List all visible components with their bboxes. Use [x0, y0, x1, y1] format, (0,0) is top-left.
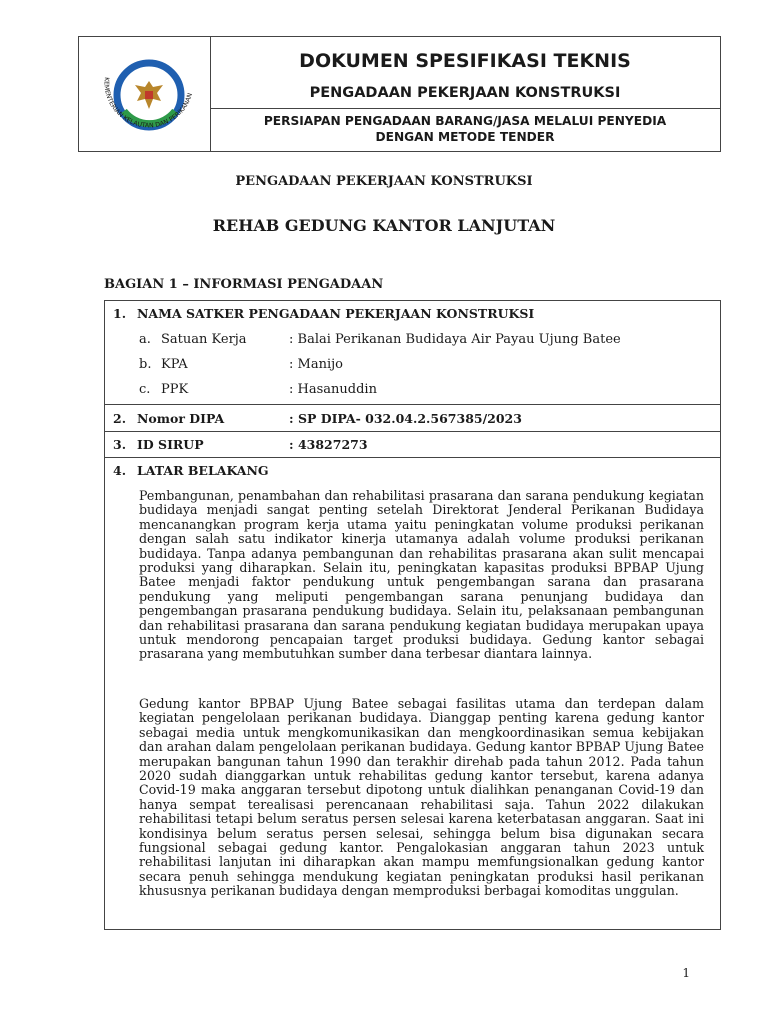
- row-divider: [105, 404, 720, 405]
- sub-item-label: PPK: [161, 382, 189, 397]
- row-label: Nomor DIPA: [137, 411, 225, 426]
- dipa-number-value: : SP DIPA- 032.04.2.567385/2023: [289, 411, 522, 426]
- logo-text: KEMENTERIAN KELAUTAN DAN PERIKANAN: [102, 76, 195, 130]
- row-number: 3.: [113, 437, 127, 452]
- row-label: ID SIRUP: [137, 437, 204, 452]
- sub-item-label: Satuan Kerja: [161, 332, 247, 347]
- sub-item-label: KPA: [161, 357, 188, 372]
- row-divider: [105, 431, 720, 432]
- sirup-id-value: : 43827273: [289, 437, 368, 452]
- section-title: BAGIAN 1 – INFORMASI PENGADAAN: [104, 277, 384, 292]
- row-divider: [105, 457, 720, 458]
- header-divider: [210, 108, 720, 109]
- row-number: 4.: [113, 463, 127, 478]
- background-paragraph-1: Pembangunan, penambahan dan rehabilitasi prasarana dan sarana pendukung kegiatan budidaya menjadi sangat penting setelah Direktorat Jenderal Perikanan Budidaya mencanangkan program kerja utama yaitu peningkatan volume produksi perikanan dengan salah satu indikator kinerja utamanya adalah volume produksi perikanan budidaya. Tanpa adanya pembangunan dan rehabilitas prasarana akan sulit mencapai produksi yang diharapkan. Selain itu, peningkatan kapasitas produksi BPBAP Ujung Batee menjadi faktor pendukung untuk pengembangan sarana dan prasarana pendukung yang meliputi pengembangan sarana penunjang budidaya dan pengembangan prasarana pendukung budidaya. Selain itu, pelaksanaan pembangunan dan rehabilitasi prasarana dan sarana pendukung kegiatan budidaya merupakan upaya untuk mendorong pencapaian target produksi budidaya. Gedung kantor sebagai prasarana yang membutuhkan sumber dana terbesar diantara lainnya.: [139, 488, 704, 662]
- page-number: 1: [682, 966, 690, 980]
- sub-item-value: : Hasanuddin: [289, 382, 377, 397]
- background-paragraph-2: Gedung kantor BPBAP Ujung Batee sebagai fasilitas utama dan terdepan dalam kegiatan pengelolaan perikanan budidaya. Dianggap penting karena gedung kantor sebagai media untuk mengkomunikasikan dan mengkoordinasikan semua kebijakan dan arahan dalam pengelolaan perikanan budidaya. Gedung kantor BPBAP Ujung Batee merupakan bangunan tahun 1990 dan terakhir direhab pada tahun 2012. Pada tahun 2020 sudah dianggarkan untuk rehabilitas gedung kantor tersebut, karena adanya Covid-19 maka anggaran tersebut dipotong untuk dialihkan penanganan Covid-19 dan hanya sempat terealisasi perencanaan rehabilitasi saja. Tahun 2022 dilakukan rehabilitasi tetapi belum seratus persen selesai karena keterbatasan anggaran. Saat ini kondisinya belum seratus persen selesai, sehingga belum bisa digunakan secara fungsional sebagai gedung kantor. Pengalokasian anggaran tahun 2023 untuk rehabilitasi lanjutan ini diharapkan akan mampu memfungsionalkan gedung kantor secara penuh sehingga mendukung kegiatan peningkatan produksi hasil perikanan khususnya perikanan budidaya dengan memproduksi berbagai komoditas unggulan.: [139, 696, 704, 899]
- sub-item-letter: c.: [139, 382, 151, 397]
- document-title: DOKUMEN SPESIFIKASI TEKNIS: [299, 50, 631, 72]
- document-subtitle: PENGADAAN PEKERJAAN KONSTRUKSI: [309, 85, 621, 101]
- procurement-title: PENGADAAN PEKERJAAN KONSTRUKSI: [235, 174, 533, 189]
- sub-item-letter: b.: [139, 357, 152, 372]
- preparation-statement: [210, 113, 720, 145]
- sub-item-value: : Manijo: [289, 357, 343, 372]
- procurement-info-table: [104, 300, 721, 930]
- sub-item-value: : Balai Perikanan Budidaya Air Payau Ujung Batee: [289, 332, 621, 347]
- ministry-logo: [79, 37, 210, 151]
- logo-cell: [79, 37, 211, 151]
- sub-item-letter: a.: [139, 332, 151, 347]
- row-label: NAMA SATKER PENGADAAN PEKERJAAN KONSTRUKSI: [137, 306, 535, 321]
- preparation-line-1: PERSIAPAN PENGADAAN BARANG/JASA MELALUI PENYEDIA: [263, 114, 667, 128]
- row-label: LATAR BELAKANG: [137, 463, 269, 478]
- document-header: [78, 36, 721, 152]
- row-number: 2.: [113, 411, 127, 426]
- project-title: REHAB GEDUNG KANTOR LANJUTAN: [212, 216, 556, 235]
- preparation-line-2: DENGAN METODE TENDER: [375, 130, 555, 144]
- row-number: 1.: [113, 306, 127, 321]
